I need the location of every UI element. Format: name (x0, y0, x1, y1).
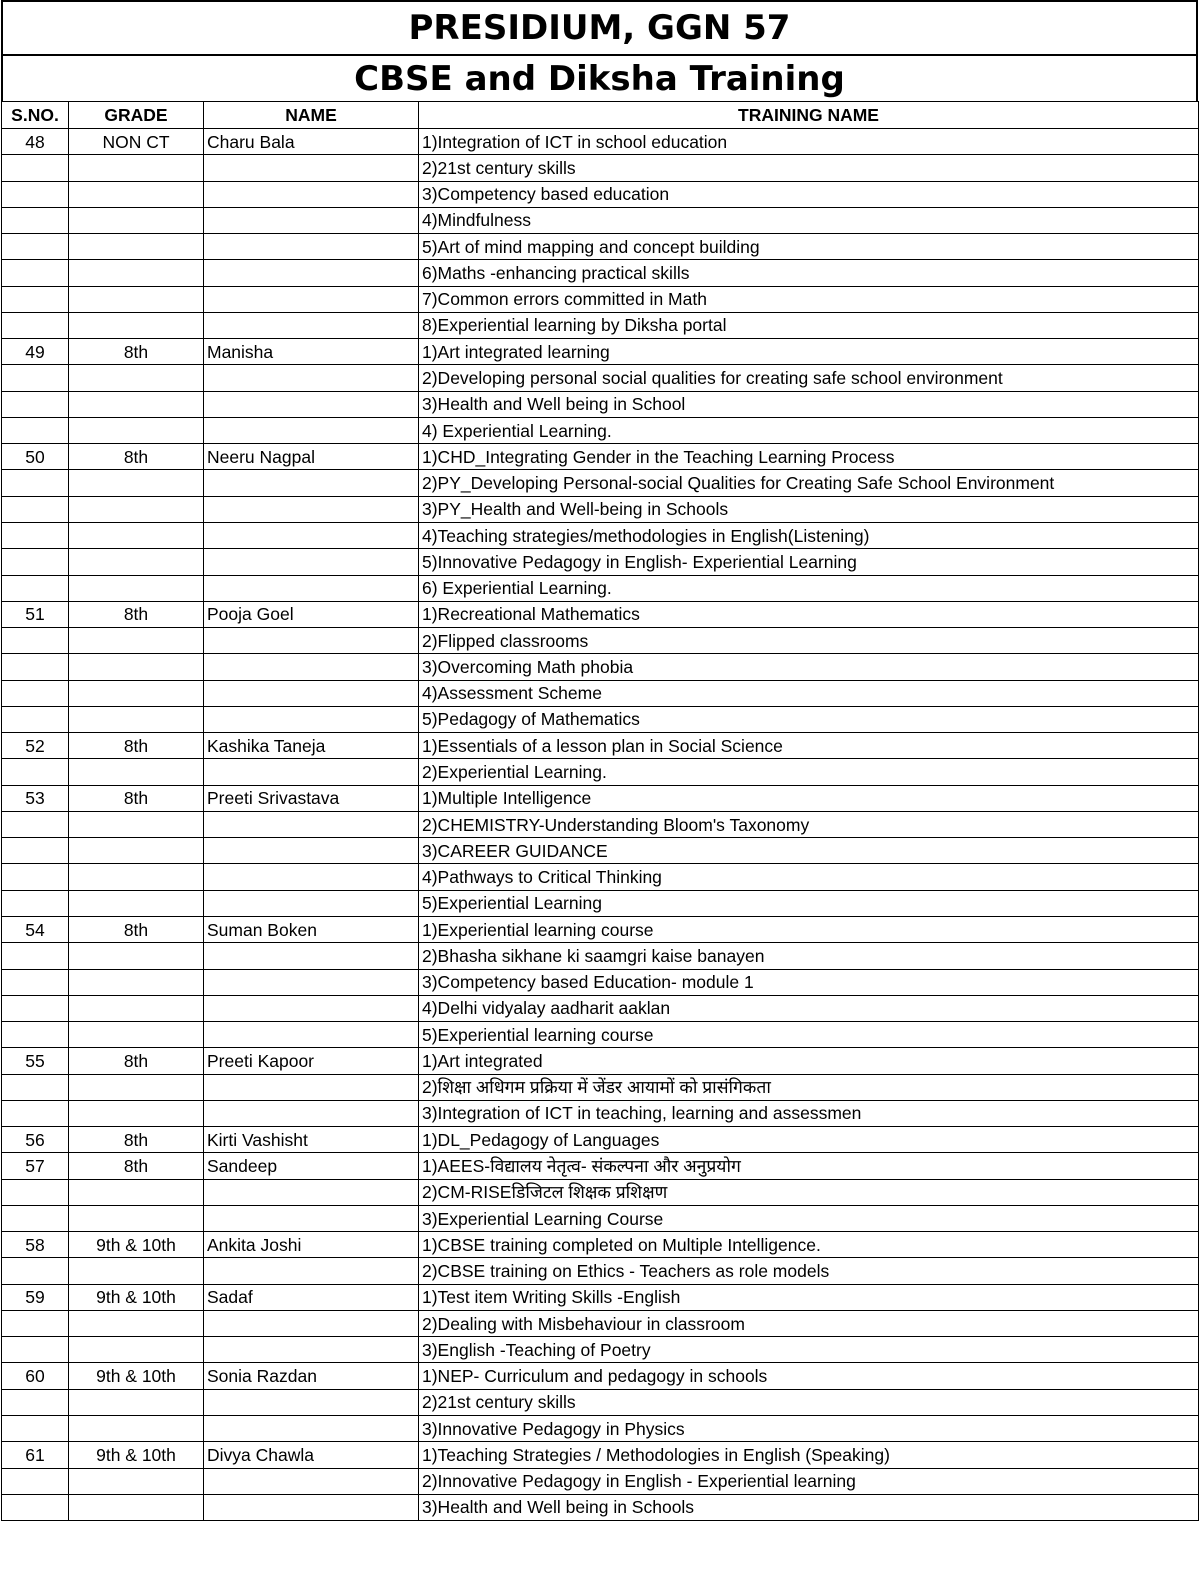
cell-grade (69, 575, 204, 601)
cell-name (204, 969, 419, 995)
cell-training: 6)Maths -enhancing practical skills (419, 260, 1199, 286)
cell-grade: NON CT (69, 129, 204, 155)
cell-name (204, 1337, 419, 1363)
cell-grade (69, 628, 204, 654)
cell-sno: 58 (2, 1232, 69, 1258)
cell-name (204, 1205, 419, 1231)
cell-training: 2)21st century skills (419, 1389, 1199, 1415)
cell-sno (2, 391, 69, 417)
table-row (2, 470, 1199, 496)
table-row (2, 1442, 1199, 1468)
table-row (2, 1205, 1199, 1231)
cell-grade: 8th (69, 916, 204, 942)
cell-grade: 9th & 10th (69, 1232, 204, 1258)
cell-grade (69, 1074, 204, 1100)
table-row (2, 654, 1199, 680)
cell-training: 8)Experiential learning by Diksha portal (419, 312, 1199, 338)
cell-training: 3)Integration of ICT in teaching, learning and assessmen (419, 1100, 1199, 1126)
cell-training: 6) Experiential Learning. (419, 575, 1199, 601)
cell-sno (2, 1205, 69, 1231)
cell-sno (2, 1416, 69, 1442)
cell-name: Sadaf (204, 1284, 419, 1310)
table-row (2, 1100, 1199, 1126)
table-row (2, 811, 1199, 837)
cell-sno (2, 811, 69, 837)
cell-sno (2, 759, 69, 785)
table-row (2, 365, 1199, 391)
cell-name (204, 759, 419, 785)
cell-sno (2, 706, 69, 732)
cell-training: 5)Experiential learning course (419, 1022, 1199, 1048)
cell-sno (2, 260, 69, 286)
table-row (2, 234, 1199, 260)
cell-name (204, 286, 419, 312)
table-row (2, 1337, 1199, 1363)
cell-training: 2)शिक्षा अधिगम प्रक्रिया में जेंडर आयामों को प्रासंगिकता (419, 1074, 1199, 1100)
cell-grade (69, 1468, 204, 1494)
cell-sno: 57 (2, 1153, 69, 1179)
cell-name: Sonia Razdan (204, 1363, 419, 1389)
cell-training: 5)Innovative Pedagogy in English- Experiential Learning (419, 549, 1199, 575)
cell-grade (69, 654, 204, 680)
cell-name: Preeti Srivastava (204, 785, 419, 811)
cell-training: 2)CHEMISTRY-Understanding Bloom's Taxonomy (419, 811, 1199, 837)
cell-grade (69, 995, 204, 1021)
table-row (2, 391, 1199, 417)
table-row (2, 838, 1199, 864)
cell-name (204, 207, 419, 233)
cell-sno (2, 181, 69, 207)
cell-training: 2)Bhasha sikhane ki saamgri kaise banayen (419, 943, 1199, 969)
cell-name: Suman Boken (204, 916, 419, 942)
cell-grade (69, 1337, 204, 1363)
cell-grade (69, 1494, 204, 1520)
cell-training: 3)PY_Health and Well-being in Schools (419, 496, 1199, 522)
cell-grade (69, 549, 204, 575)
table-row (2, 1284, 1199, 1310)
cell-name (204, 470, 419, 496)
table-row (2, 496, 1199, 522)
cell-sno: 52 (2, 733, 69, 759)
table-row (2, 864, 1199, 890)
cell-grade: 9th & 10th (69, 1442, 204, 1468)
column-header-sno: S.NO. (2, 102, 69, 129)
cell-grade (69, 260, 204, 286)
cell-sno: 48 (2, 129, 69, 155)
cell-training: 1)Teaching Strategies / Methodologies in English (Speaking) (419, 1442, 1199, 1468)
cell-grade (69, 286, 204, 312)
cell-training: 1)Multiple Intelligence (419, 785, 1199, 811)
table-row (2, 417, 1199, 443)
table-row (2, 943, 1199, 969)
cell-training: 3)CAREER GUIDANCE (419, 838, 1199, 864)
cell-training: 4)Teaching strategies/methodologies in English(Listening) (419, 522, 1199, 548)
cell-name: Sandeep (204, 1153, 419, 1179)
table-row (2, 890, 1199, 916)
cell-sno (2, 680, 69, 706)
cell-sno: 53 (2, 785, 69, 811)
table-row (2, 207, 1199, 233)
table-row (2, 628, 1199, 654)
cell-sno (2, 1494, 69, 1520)
table-row (2, 575, 1199, 601)
cell-grade (69, 207, 204, 233)
table-row (2, 995, 1199, 1021)
cell-training: 1)DL_Pedagogy of Languages (419, 1127, 1199, 1153)
table-row (2, 129, 1199, 155)
cell-name: Kirti Vashisht (204, 1127, 419, 1153)
cell-name (204, 680, 419, 706)
cell-training: 5)Experiential Learning (419, 890, 1199, 916)
cell-sno (2, 417, 69, 443)
cell-grade (69, 811, 204, 837)
cell-name: Kashika Taneja (204, 733, 419, 759)
page-title: PRESIDIUM, GGN 57 (1, 0, 1198, 54)
cell-name (204, 1179, 419, 1205)
cell-training: 3)Health and Well being in School (419, 391, 1199, 417)
cell-training: 2)Flipped classrooms (419, 628, 1199, 654)
table-row (2, 1022, 1199, 1048)
cell-sno (2, 943, 69, 969)
cell-training: 1)Art integrated learning (419, 339, 1199, 365)
cell-sno (2, 995, 69, 1021)
cell-name: Pooja Goel (204, 601, 419, 627)
cell-grade (69, 155, 204, 181)
cell-training: 1)Integration of ICT in school education (419, 129, 1199, 155)
cell-sno (2, 575, 69, 601)
cell-sno: 51 (2, 601, 69, 627)
cell-sno: 49 (2, 339, 69, 365)
table-row (2, 312, 1199, 338)
cell-name (204, 1100, 419, 1126)
table-row (2, 759, 1199, 785)
cell-training: 2)Innovative Pedagogy in English - Experiential learning (419, 1468, 1199, 1494)
cell-grade (69, 680, 204, 706)
cell-grade: 8th (69, 1153, 204, 1179)
cell-sno (2, 1258, 69, 1284)
cell-grade (69, 890, 204, 916)
cell-grade (69, 1310, 204, 1336)
cell-name (204, 391, 419, 417)
cell-grade (69, 1389, 204, 1415)
table-row (2, 549, 1199, 575)
cell-grade (69, 1258, 204, 1284)
training-table (1, 101, 1199, 1521)
cell-name (204, 575, 419, 601)
cell-training: 3)Experiential Learning Course (419, 1205, 1199, 1231)
cell-grade (69, 234, 204, 260)
cell-name (204, 1468, 419, 1494)
cell-grade (69, 496, 204, 522)
table-row (2, 680, 1199, 706)
table-row (2, 1048, 1199, 1074)
cell-grade (69, 969, 204, 995)
cell-name (204, 312, 419, 338)
cell-name (204, 1494, 419, 1520)
cell-training: 2)21st century skills (419, 155, 1199, 181)
cell-name (204, 811, 419, 837)
cell-name (204, 864, 419, 890)
cell-training: 4)Mindfulness (419, 207, 1199, 233)
cell-training: 1)CHD_Integrating Gender in the Teaching Learning Process (419, 444, 1199, 470)
cell-sno (2, 286, 69, 312)
cell-sno (2, 864, 69, 890)
table-row (2, 1153, 1199, 1179)
table-row (2, 916, 1199, 942)
cell-training: 2)CM-RISEडिजिटल शिक्षक प्रशिक्षण (419, 1179, 1199, 1205)
cell-sno (2, 234, 69, 260)
column-header-training: TRAINING NAME (419, 102, 1199, 129)
cell-grade (69, 838, 204, 864)
cell-grade: 9th & 10th (69, 1363, 204, 1389)
cell-name (204, 890, 419, 916)
cell-name (204, 706, 419, 732)
table-row (2, 1416, 1199, 1442)
cell-sno (2, 1310, 69, 1336)
cell-training: 2)Experiential Learning. (419, 759, 1199, 785)
cell-training: 1)Experiential learning course (419, 916, 1199, 942)
cell-name (204, 1022, 419, 1048)
table-row (2, 733, 1199, 759)
cell-grade: 8th (69, 733, 204, 759)
cell-name (204, 995, 419, 1021)
cell-training: 1)Art integrated (419, 1048, 1199, 1074)
cell-training: 4)Delhi vidyalay aadharit aaklan (419, 995, 1199, 1021)
cell-grade: 8th (69, 339, 204, 365)
cell-name: Ankita Joshi (204, 1232, 419, 1258)
cell-name (204, 155, 419, 181)
cell-name (204, 234, 419, 260)
cell-sno (2, 1179, 69, 1205)
cell-training: 1)Essentials of a lesson plan in Social Science (419, 733, 1199, 759)
cell-name: Neeru Nagpal (204, 444, 419, 470)
table-row (2, 706, 1199, 732)
table-row (2, 1468, 1199, 1494)
cell-sno: 59 (2, 1284, 69, 1310)
cell-sno (2, 365, 69, 391)
cell-sno (2, 1074, 69, 1100)
cell-training: 4)Pathways to Critical Thinking (419, 864, 1199, 890)
cell-name (204, 417, 419, 443)
cell-grade (69, 181, 204, 207)
cell-training: 2)CBSE training on Ethics - Teachers as role models (419, 1258, 1199, 1284)
cell-grade (69, 1179, 204, 1205)
cell-name (204, 1416, 419, 1442)
cell-sno (2, 155, 69, 181)
cell-sno: 55 (2, 1048, 69, 1074)
cell-training: 3)English -Teaching of Poetry (419, 1337, 1199, 1363)
cell-training: 7)Common errors committed in Math (419, 286, 1199, 312)
table-row (2, 1494, 1199, 1520)
cell-training: 2)PY_Developing Personal-social Qualities for Creating Safe School Environment (419, 470, 1199, 496)
cell-name (204, 628, 419, 654)
cell-name (204, 1389, 419, 1415)
cell-grade (69, 391, 204, 417)
cell-training: 5)Art of mind mapping and concept building (419, 234, 1199, 260)
cell-grade (69, 864, 204, 890)
cell-name (204, 943, 419, 969)
table-row (2, 155, 1199, 181)
table-row (2, 1363, 1199, 1389)
cell-training: 4)Assessment Scheme (419, 680, 1199, 706)
cell-grade (69, 470, 204, 496)
cell-name (204, 654, 419, 680)
cell-grade (69, 706, 204, 732)
table-row (2, 286, 1199, 312)
cell-training: 5)Pedagogy of Mathematics (419, 706, 1199, 732)
cell-training: 3)Competency based Education- module 1 (419, 969, 1199, 995)
cell-sno (2, 890, 69, 916)
header-row (2, 102, 1199, 129)
cell-name: Divya Chawla (204, 1442, 419, 1468)
table-row (2, 444, 1199, 470)
cell-grade (69, 759, 204, 785)
cell-grade: 8th (69, 785, 204, 811)
cell-name: Preeti Kapoor (204, 1048, 419, 1074)
cell-sno (2, 1389, 69, 1415)
table-row (2, 1389, 1199, 1415)
cell-name (204, 522, 419, 548)
table-row (2, 1258, 1199, 1284)
cell-name: Manisha (204, 339, 419, 365)
cell-training: 3)Innovative Pedagogy in Physics (419, 1416, 1199, 1442)
cell-name (204, 496, 419, 522)
cell-name (204, 1310, 419, 1336)
cell-name (204, 181, 419, 207)
table-row (2, 1310, 1199, 1336)
cell-grade (69, 1022, 204, 1048)
cell-grade: 9th & 10th (69, 1284, 204, 1310)
cell-sno (2, 207, 69, 233)
table-row (2, 260, 1199, 286)
cell-grade (69, 312, 204, 338)
cell-sno: 61 (2, 1442, 69, 1468)
cell-sno (2, 1022, 69, 1048)
cell-sno (2, 838, 69, 864)
cell-name (204, 549, 419, 575)
cell-sno (2, 1468, 69, 1494)
cell-grade (69, 1100, 204, 1126)
table-body (2, 129, 1199, 1521)
cell-grade (69, 1416, 204, 1442)
table-row (2, 1074, 1199, 1100)
cell-grade (69, 943, 204, 969)
cell-training: 2)Dealing with Misbehaviour in classroom (419, 1310, 1199, 1336)
cell-grade (69, 417, 204, 443)
cell-sno (2, 1337, 69, 1363)
cell-grade (69, 1205, 204, 1231)
cell-sno: 60 (2, 1363, 69, 1389)
cell-sno: 56 (2, 1127, 69, 1153)
cell-sno: 50 (2, 444, 69, 470)
cell-name (204, 838, 419, 864)
cell-training: 1)NEP- Curriculum and pedagogy in schools (419, 1363, 1199, 1389)
cell-sno (2, 549, 69, 575)
cell-sno (2, 654, 69, 680)
cell-name (204, 1074, 419, 1100)
table-row (2, 1127, 1199, 1153)
cell-training: 4) Experiential Learning. (419, 417, 1199, 443)
table-row (2, 1179, 1199, 1205)
cell-training: 3)Health and Well being in Schools (419, 1494, 1199, 1520)
cell-name: Charu Bala (204, 129, 419, 155)
page-subtitle: CBSE and Diksha Training (1, 54, 1198, 101)
cell-sno (2, 522, 69, 548)
table-row (2, 181, 1199, 207)
cell-sno (2, 470, 69, 496)
cell-name (204, 260, 419, 286)
cell-grade (69, 365, 204, 391)
cell-training: 1)Recreational Mathematics (419, 601, 1199, 627)
cell-training: 2)Developing personal social qualities for creating safe school environment (419, 365, 1199, 391)
table-row (2, 601, 1199, 627)
cell-grade (69, 522, 204, 548)
cell-training: 1)Test item Writing Skills -English (419, 1284, 1199, 1310)
table-row (2, 969, 1199, 995)
cell-sno (2, 496, 69, 522)
table-row (2, 522, 1199, 548)
cell-training: 1)CBSE training completed on Multiple Intelligence. (419, 1232, 1199, 1258)
cell-training: 1)AEES-विद्यालय नेतृत्व- संकल्पना और अनुप्रयोग (419, 1153, 1199, 1179)
cell-sno (2, 628, 69, 654)
table-row (2, 785, 1199, 811)
cell-sno: 54 (2, 916, 69, 942)
cell-training: 3)Overcoming Math phobia (419, 654, 1199, 680)
cell-name (204, 365, 419, 391)
cell-grade: 8th (69, 601, 204, 627)
cell-grade: 8th (69, 1048, 204, 1074)
cell-grade: 8th (69, 444, 204, 470)
cell-training: 3)Competency based education (419, 181, 1199, 207)
column-header-name: NAME (204, 102, 419, 129)
column-header-grade: GRADE (69, 102, 204, 129)
table-row (2, 339, 1199, 365)
table-row (2, 1232, 1199, 1258)
cell-sno (2, 1100, 69, 1126)
cell-grade: 8th (69, 1127, 204, 1153)
cell-sno (2, 312, 69, 338)
cell-sno (2, 969, 69, 995)
cell-name (204, 1258, 419, 1284)
